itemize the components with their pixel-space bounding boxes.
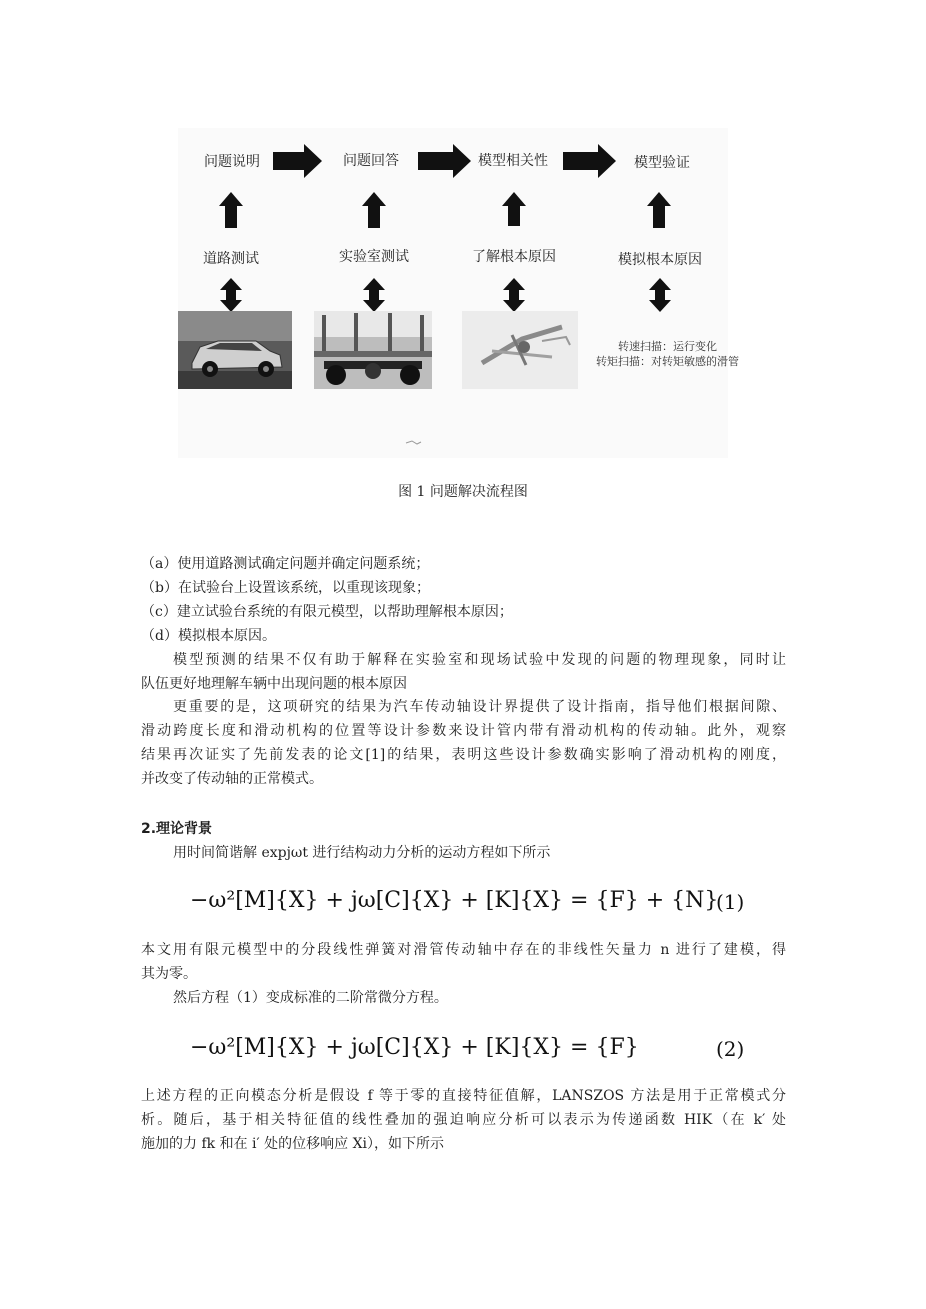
arrow-updown-icon — [363, 278, 385, 312]
figure-note: 转速扫描：运行变化 — [618, 340, 717, 353]
paragraph-line: 队伍更好地理解车辆中出现问题的根本原因 — [141, 676, 407, 692]
step-item: （d）模拟根本原因。 — [141, 628, 276, 644]
equation-2: −ω²[M]{X} + jω[C]{X} + [K]{X} = {F} — [190, 1035, 639, 1060]
flowchart-figure — [178, 128, 739, 458]
arrow-up-icon — [362, 192, 386, 228]
arrow-up-icon — [219, 192, 243, 228]
fe-model-image — [462, 311, 578, 389]
section-heading: 2.理论背景 — [141, 821, 213, 837]
method-label: 实验室测试 — [339, 249, 409, 265]
paragraph-line: 上述方程的正向模态分析是假设 f 等于零的直接特征值解，LANSZOS 方法是用于正常模式分 — [141, 1088, 786, 1104]
arrow-updown-icon — [649, 278, 671, 312]
paragraph-line: 施加的力 fk 和在 i′ 处的位移响应 Xi），如下所示 — [141, 1136, 445, 1152]
paragraph-line: 然后方程（1）变成标准的二阶常微分方程。 — [173, 990, 448, 1006]
paragraph-line: 本文用有限元模型中的分段线性弹簧对滑管传动轴中存在的非线性矢量力 n 进行了建模，得 — [141, 942, 786, 958]
arrow-right-icon — [418, 144, 471, 178]
paragraph-line: 并改变了传动轴的正常模式。 — [141, 771, 323, 787]
method-label: 道路测试 — [203, 251, 259, 267]
paragraph-line: 结果再次证实了先前发表的论文[1]的结果，表明这些设计参数确实影响了滑动机构的刚度， — [141, 747, 786, 763]
arrow-updown-icon — [220, 278, 242, 312]
paragraph-line: 用时间简谐解 expjωt 进行结构动力分析的运动方程如下所示 — [173, 845, 551, 861]
stage-label: 模型验证 — [634, 155, 690, 171]
arrow-up-icon — [647, 192, 671, 228]
method-label: 模拟根本原因 — [618, 252, 702, 268]
arrow-right-icon — [273, 144, 322, 178]
stage-label: 模型相关性 — [478, 153, 548, 169]
paragraph-line: 更重要的是，这项研究的结果为汽车传动轴设计界提供了设计指南，指导他们根据间隙、 — [173, 699, 786, 715]
equation-1: −ω²[M]{X} + jω[C]{X} + [K]{X} = {F} + {N} — [190, 888, 719, 913]
paragraph-line: 滑动跨度长度和滑动机构的位置等设计参数来设计管内带有滑动机构的传动轴。此外，观察 — [141, 723, 786, 739]
road-test-photo — [178, 311, 292, 389]
figure-caption: 图 1 问题解决流程图 — [398, 484, 528, 500]
paragraph-line: 其为零。 — [141, 966, 197, 982]
paragraph-line: 析。随后，基于相关特征值的线性叠加的强迫响应分析可以表示为传递函数 HIK（在 k′ 处 — [141, 1112, 786, 1128]
method-label: 了解根本原因 — [472, 249, 556, 265]
step-item: （a）使用道路测试确定问题并确定问题系统； — [141, 556, 430, 572]
flowchart-arrows — [178, 128, 728, 458]
stage-label: 问题说明 — [204, 154, 260, 170]
stage-label: 问题回答 — [343, 153, 399, 169]
equation-number: (2) — [716, 1037, 745, 1061]
paragraph-line: 模型预测的结果不仅有助于解释在实验室和现场试验中发现的问题的物理现象，同时让 — [173, 652, 786, 668]
figure-note: 转矩扫描：对转矩敏感的滑管 — [596, 355, 739, 368]
equation-number: (1) — [716, 890, 745, 914]
step-item: （b）在试验台上设置该系统，以重现该现象； — [141, 580, 430, 596]
arrow-right-icon — [563, 144, 616, 178]
arrow-updown-icon — [503, 278, 525, 312]
arrow-up-icon — [502, 192, 526, 226]
step-item: （c）建立试验台系统的有限元模型，以帮助理解根本原因； — [141, 604, 513, 620]
lab-test-photo — [314, 311, 432, 389]
